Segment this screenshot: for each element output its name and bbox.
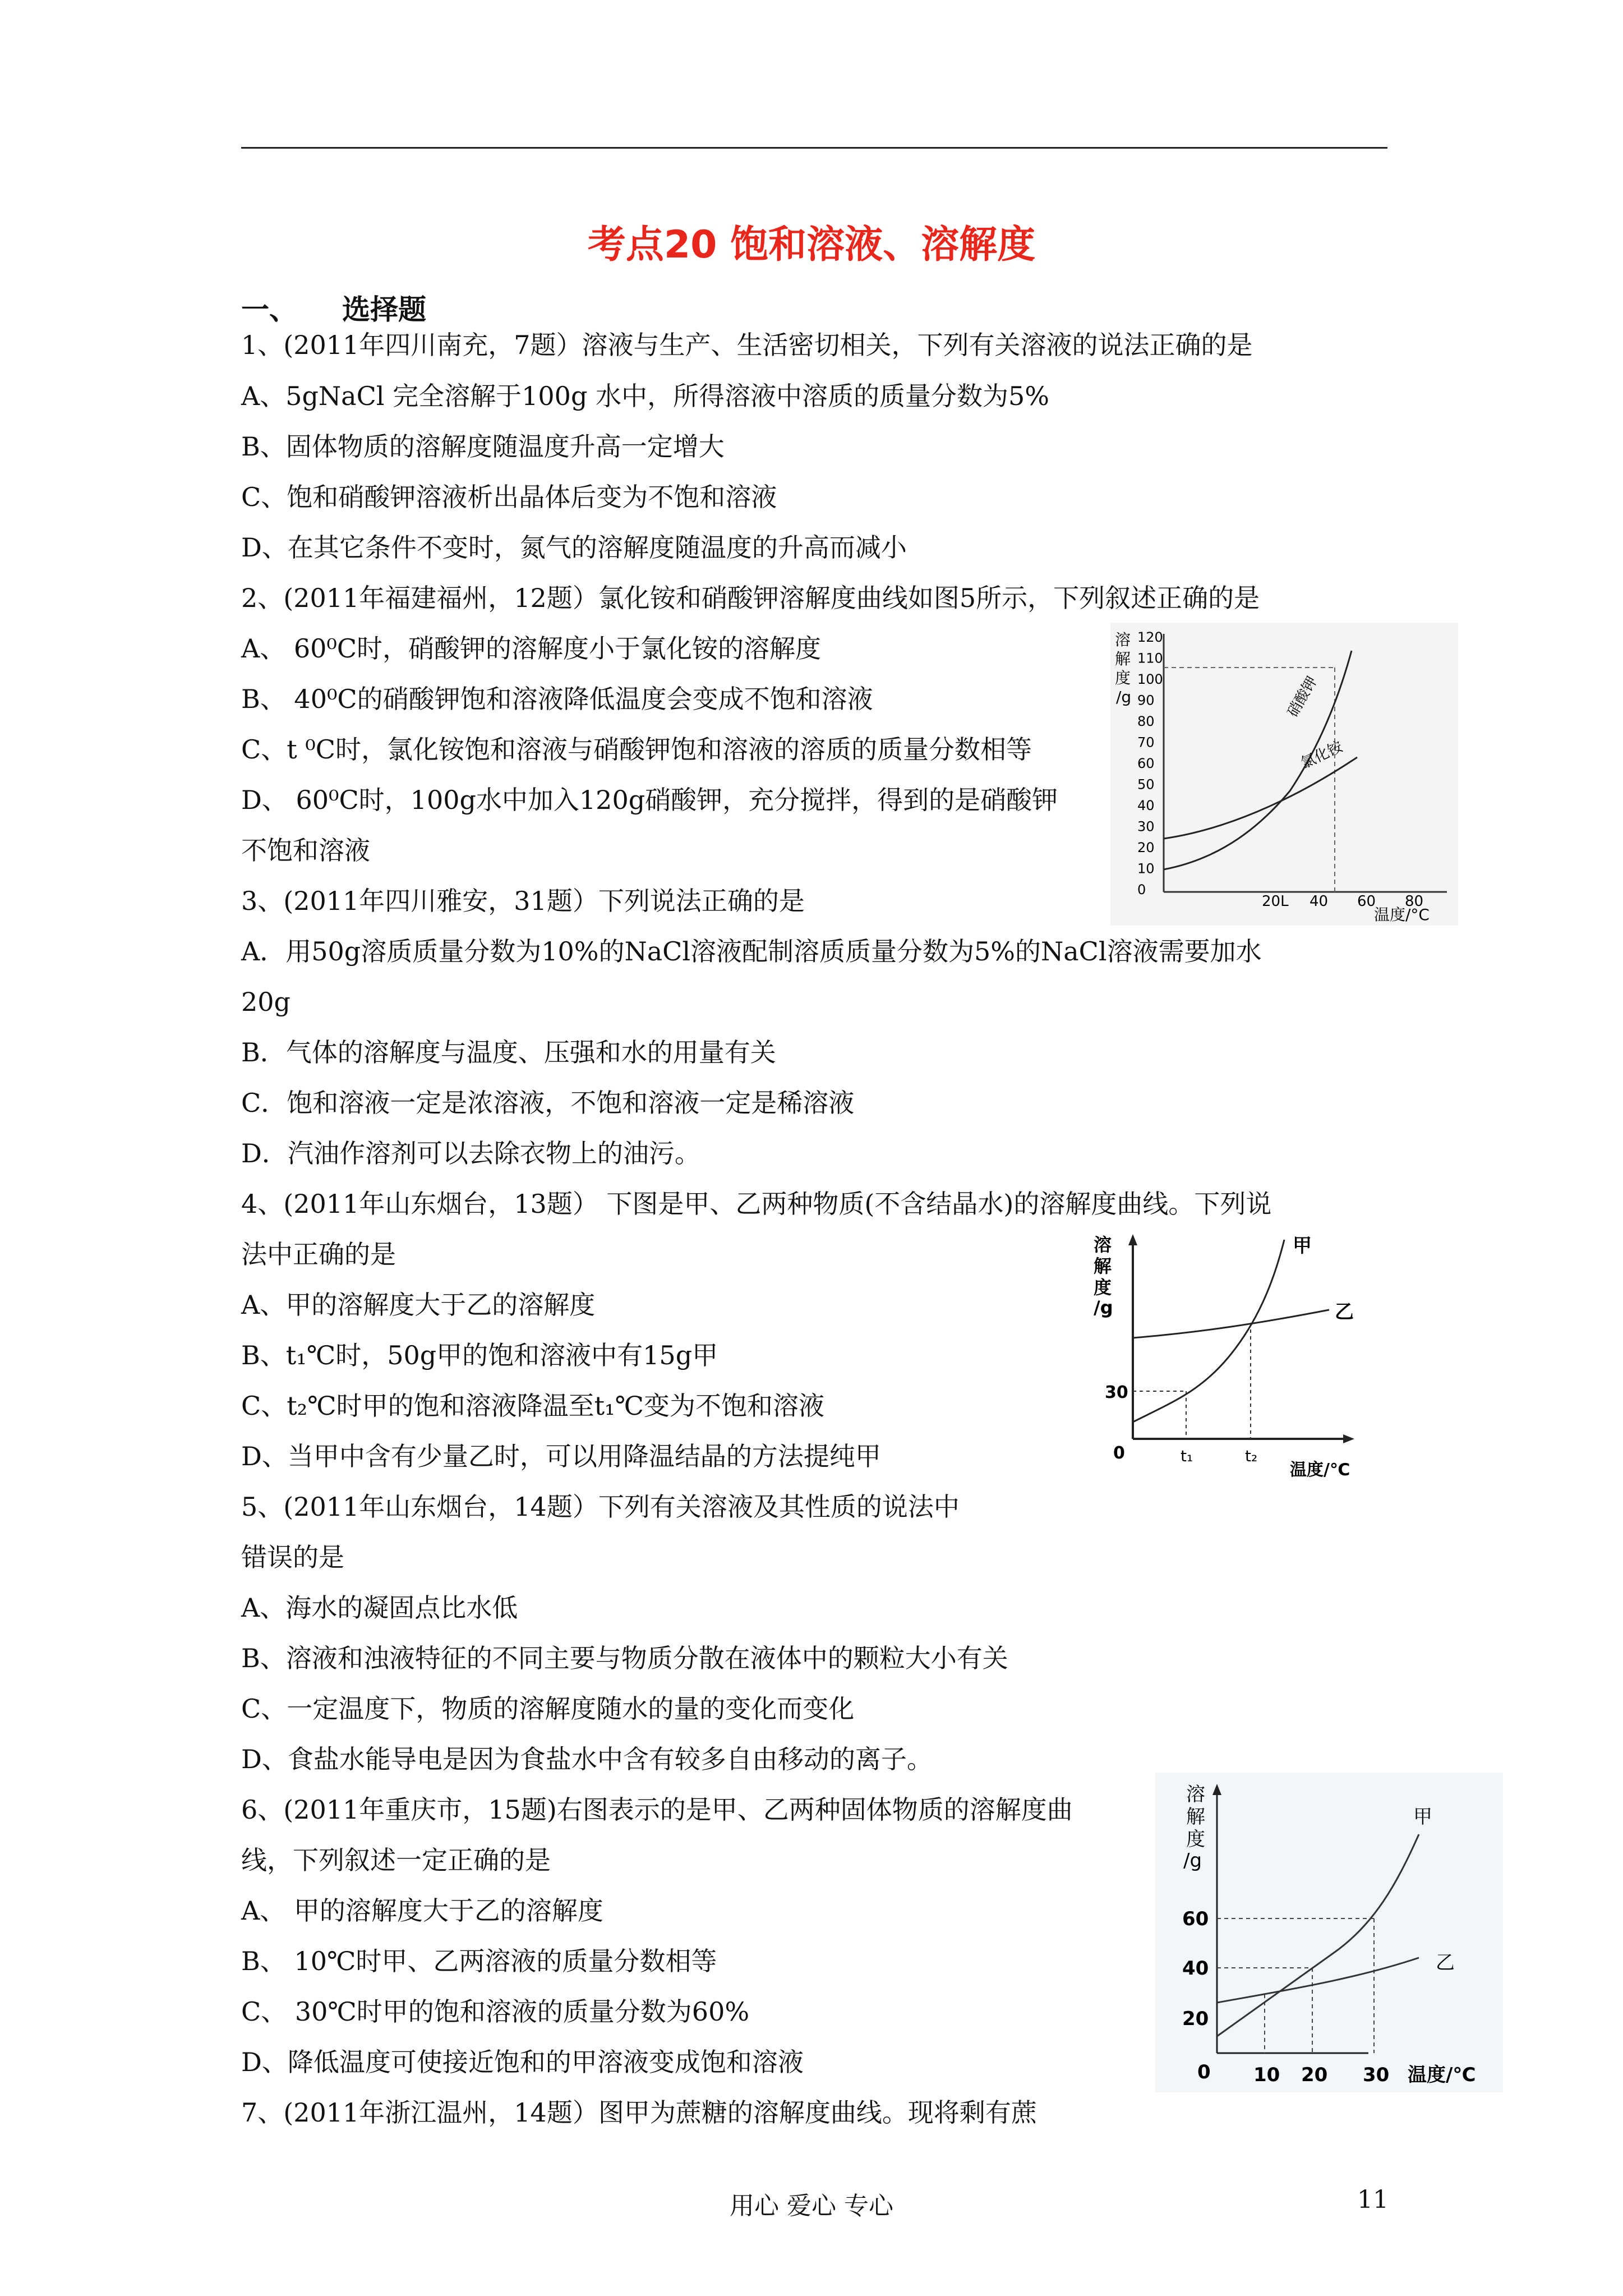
fig3-series-jia: 甲	[1413, 1806, 1432, 1828]
fig3-xlabel: 温度/℃	[1408, 2064, 1476, 2086]
fig1-ytick: 60	[1137, 756, 1155, 771]
text-line: D、食盐水能导电是因为食盐水中含有较多自由移动的离子。	[241, 1744, 933, 1774]
fig2-y-arrow	[1128, 1234, 1137, 1245]
fig3-series-yi: 乙	[1436, 1952, 1455, 1974]
figure-1-solubility-chart	[1110, 623, 1458, 926]
fig2-xtick-t1: t₁	[1181, 1447, 1193, 1465]
text-line: 5、(2011年山东烟台，14题）下列有关溶液及其性质的说法中	[241, 1492, 960, 1522]
text-line: 错误的是	[241, 1542, 344, 1572]
text-line: C、t₂℃时甲的饱和溶液降温至t₁℃变为不饱和溶液	[241, 1391, 824, 1421]
fig3-xtick-30: 30	[1363, 2064, 1390, 2086]
fig1-xtick: 60	[1357, 893, 1376, 910]
text-line: 6、(2011年重庆市，15题)右图表示的是甲、乙两种固体物质的溶解度曲	[241, 1795, 1073, 1825]
fig2-series-jia: 甲	[1293, 1235, 1312, 1257]
fig1-series-nh4cl: 氯化铵	[1298, 738, 1345, 772]
fig1-ytick: 20	[1137, 840, 1155, 855]
fig2-series-yi: 乙	[1335, 1301, 1354, 1323]
text-line: C、t ⁰C时，氯化铵饱和溶液与硝酸钾饱和溶液的溶质的质量分数相等	[241, 734, 1032, 765]
text-line: B、溶液和浊液特征的不同主要与物质分散在液体中的颗粒大小有关	[241, 1643, 1008, 1673]
fig3-ylabel-1: 溶	[1186, 1783, 1205, 1806]
fig1-ytick: 100	[1137, 671, 1163, 687]
fig3-ytick-40: 40	[1182, 1957, 1209, 1980]
fig1-ytick: 0	[1137, 882, 1146, 898]
figure-2-solubility-chart	[1088, 1228, 1402, 1481]
fig1-ytick: 80	[1137, 714, 1155, 729]
fig2-curve-jia	[1133, 1240, 1284, 1422]
text-line: 20g	[241, 987, 291, 1017]
text-line: C、一定温度下，物质的溶解度随水的量的变化而变化	[241, 1694, 855, 1724]
footer-motto: 用心 爱心 专心	[730, 2192, 893, 2220]
fig1-series-kno3: 硝酸钾	[1284, 673, 1321, 720]
section-label: 选择题	[342, 293, 426, 326]
text-line: 4、(2011年山东烟台，13题） 下图是甲、乙两种物质(不含结晶水)的溶解度曲线。下列说	[241, 1189, 1272, 1219]
fig1-ytick: 30	[1137, 818, 1155, 835]
text-line: 不饱和溶液	[241, 835, 370, 866]
fig2-ytick-30: 30	[1105, 1383, 1128, 1402]
text-line: A、 60⁰C时，硝酸钾的溶解度小于氯化铵的溶解度	[241, 633, 822, 664]
text-line: B、t₁℃时，50g甲的饱和溶液中有15g甲	[241, 1340, 718, 1370]
text-line: D、在其它条件不变时，氮气的溶解度随温度的升高而减小	[241, 532, 907, 563]
fig1-ytick: 90	[1137, 692, 1155, 708]
text-line: 7、(2011年浙江温州，14题）图甲为蔗糖的溶解度曲线。现将剩有蔗	[241, 2097, 1037, 2128]
header-rule	[241, 147, 1387, 149]
fig3-ylabel-3: 度	[1186, 1828, 1205, 1851]
fig2-origin: 0	[1113, 1443, 1125, 1463]
fig1-ytick: 120	[1137, 629, 1163, 645]
text-line: C、饱和硝酸钾溶液析出晶体后变为不饱和溶液	[241, 482, 777, 512]
fig1-xlabel: 温度/°C	[1374, 905, 1430, 924]
fig3-ytick-60: 60	[1182, 1908, 1209, 1930]
fig1-ytick: 110	[1137, 650, 1163, 666]
fig1-ylabel-1: 溶	[1115, 631, 1131, 649]
text-line: 线，下列叙述一定正确的是	[241, 1845, 551, 1875]
fig1-xtick: 40	[1310, 893, 1329, 910]
text-line: A、 甲的溶解度大于乙的溶解度	[241, 1895, 603, 1926]
fig1-ytick: 50	[1137, 776, 1155, 793]
fig3-ytick-20: 20	[1182, 2008, 1209, 2030]
fig2-x-arrow	[1343, 1434, 1354, 1443]
fig1-xtick: 80	[1405, 893, 1424, 910]
fig1-ytick: 70	[1137, 734, 1155, 751]
section-number: 一、	[241, 293, 297, 326]
fig2-ylabel-3: 度	[1094, 1277, 1112, 1298]
text-line: A、5gNaCl 完全溶解于100g 水中，所得溶液中溶质的质量分数为5%	[241, 381, 1049, 411]
text-line: B、 10℃时甲、乙两溶液的质量分数相等	[241, 1946, 717, 1976]
fig3-ylabel-4: /g	[1183, 1849, 1202, 1872]
text-line: D、 60⁰C时，100g水中加入120g硝酸钾，充分搅拌，得到的是硝酸钾	[241, 785, 1058, 815]
text-line: D、降低温度可使接近饱和的甲溶液变成饱和溶液	[241, 2047, 804, 2077]
fig3-xtick-20: 20	[1301, 2064, 1328, 2086]
fig1-xtick: 20L	[1262, 893, 1289, 910]
fig2-xtick-t2: t₂	[1245, 1447, 1258, 1465]
page-title: 考点20 饱和溶液、溶解度	[587, 223, 1036, 267]
fig1-ylabel-2: 解	[1115, 650, 1131, 668]
fig2-ylabel-2: 解	[1094, 1255, 1112, 1277]
text-line: B、 40⁰C的硝酸钾饱和溶液降低温度会变成不饱和溶液	[241, 684, 873, 714]
fig3-ylabel-2: 解	[1186, 1806, 1205, 1828]
text-line: B．气体的溶解度与温度、压强和水的用量有关	[241, 1037, 776, 1068]
fig3-origin: 0	[1197, 2061, 1211, 2083]
text-line: 2、(2011年福建福州，12题）氯化铵和硝酸钾溶解度曲线如图5所示，下列叙述正确的是	[241, 583, 1260, 613]
text-line: B、固体物质的溶解度随温度升高一定增大	[241, 431, 725, 462]
fig2-xlabel: 温度/℃	[1290, 1460, 1350, 1480]
fig1-ylabel-3: 度	[1115, 669, 1131, 687]
text-line: 3、(2011年四川雅安，31题）下列说法正确的是	[241, 886, 805, 916]
text-line: A．用50g溶质质量分数为10%的NaCl溶液配制溶质质量分数为5%的NaCl溶液需要加水	[241, 936, 1262, 967]
text-line: A、海水的凝固点比水低	[241, 1593, 518, 1623]
text-line: A、甲的溶解度大于乙的溶解度	[241, 1290, 596, 1320]
page-number: 11	[1357, 2185, 1389, 2214]
fig1-ytick: 40	[1137, 798, 1155, 813]
fig3-xtick-10: 10	[1253, 2064, 1280, 2086]
text-line: C、 30℃时甲的饱和溶液的质量分数为60%	[241, 1996, 750, 2027]
text-line: 1、(2011年四川南充，7题）溶液与生产、生活密切相关，下列有关溶液的说法正确的是	[241, 330, 1253, 360]
text-line: D、当甲中含有少量乙时，可以用降温结晶的方法提纯甲	[241, 1441, 881, 1471]
text-line: D．汽油作溶剂可以去除衣物上的油污。	[241, 1138, 700, 1168]
fig1-ylabel-4: /g	[1116, 688, 1132, 706]
fig2-curve-yi	[1133, 1310, 1329, 1338]
text-line: C．饱和溶液一定是浓溶液，不饱和溶液一定是稀溶液	[241, 1088, 855, 1118]
fig2-ylabel-4: /g	[1094, 1297, 1113, 1318]
text-line: 法中正确的是	[241, 1239, 396, 1269]
figure-3-solubility-chart	[1155, 1773, 1503, 2092]
fig2-ylabel-1: 溶	[1094, 1234, 1112, 1255]
section-heading	[241, 287, 426, 328]
fig1-ytick: 10	[1137, 861, 1155, 877]
